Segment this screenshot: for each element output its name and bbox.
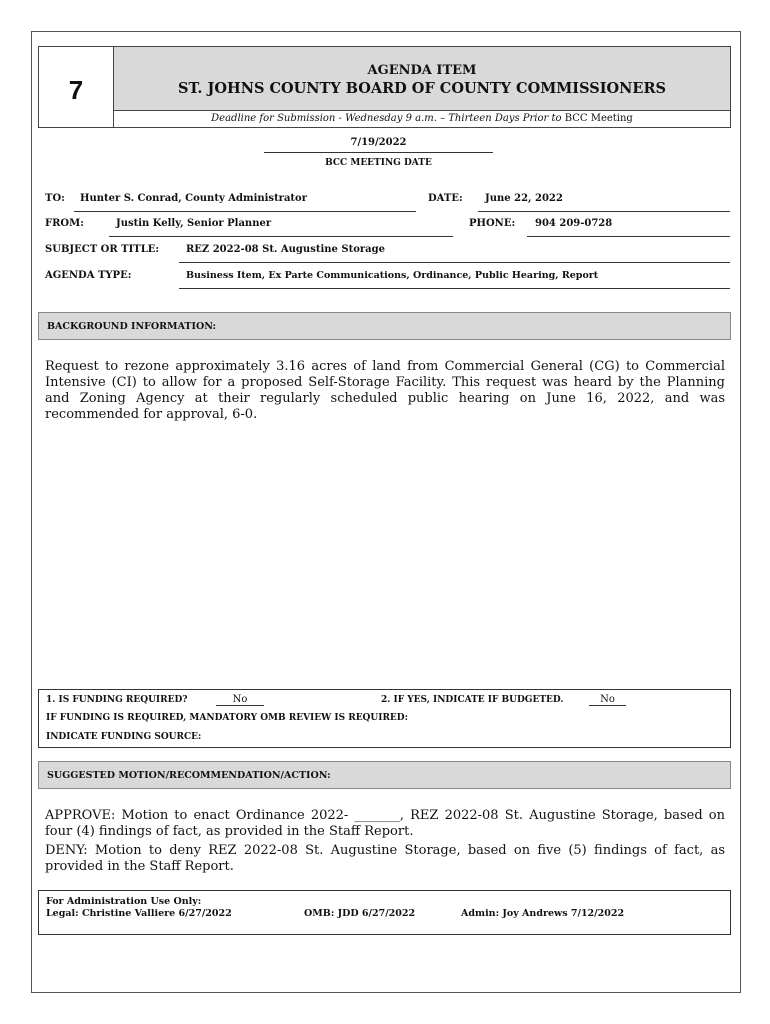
- subject-label: SUBJECT OR TITLE:: [45, 244, 160, 255]
- omb-review: OMB: JDD 6/27/2022: [304, 908, 416, 919]
- from-underline: [109, 236, 453, 237]
- from-value: Justin Kelly, Senior Planner: [116, 218, 272, 229]
- funding-required-question: 1. IS FUNDING REQUIRED?: [46, 695, 188, 705]
- budgeted-answer: No: [589, 694, 626, 706]
- date-label: DATE:: [428, 193, 463, 204]
- meeting-date-label: BCC MEETING DATE: [325, 158, 432, 168]
- subject-value: REZ 2022-08 St. Augustine Storage: [186, 244, 385, 255]
- background-heading: BACKGROUND INFORMATION:: [38, 312, 731, 340]
- from-label: FROM:: [45, 218, 84, 229]
- budgeted-question: 2. IF YES, INDICATE IF BUDGETED.: [381, 695, 564, 705]
- approve-motion: APPROVE: Motion to enact Ordinance 2022- _______, REZ 2022-08 St. Augustine Storage, based on four (4) findings of fact, as provided in the Staff Report.: [45, 808, 725, 839]
- admin-use-box: [38, 890, 731, 935]
- funding-required-answer: No: [216, 694, 264, 706]
- subject-underline: [179, 262, 730, 263]
- deadline-text: Deadline for Submission - Wednesday 9 a.m. – Thirteen Days Prior to: [211, 113, 562, 124]
- phone-value: 904 209-0728: [535, 218, 613, 229]
- funding-box: [38, 689, 731, 748]
- date-value: June 22, 2022: [485, 193, 563, 204]
- phone-underline: [527, 236, 730, 237]
- date-underline: [478, 211, 730, 212]
- admin-review: Admin: Joy Andrews 7/12/2022: [461, 908, 625, 919]
- motion-heading: SUGGESTED MOTION/RECOMMENDATION/ACTION:: [38, 761, 731, 789]
- agenda-header: [38, 46, 731, 128]
- submission-deadline: [114, 110, 730, 128]
- omb-review-note: IF FUNDING IS REQUIRED, MANDATORY OMB REVIEW IS REQUIRED:: [46, 713, 408, 723]
- agenda-type-label: AGENDA TYPE:: [45, 270, 132, 281]
- to-underline: [74, 211, 416, 212]
- agenda-type-underline: [179, 288, 730, 289]
- admin-heading: For Administration Use Only:: [46, 896, 202, 907]
- to-value: Hunter S. Conrad, County Administrator: [80, 193, 307, 204]
- title-agenda-item: AGENDA ITEM: [367, 63, 477, 78]
- legal-review: Legal: Christine Valliere 6/27/2022: [46, 908, 232, 919]
- meeting-date: 7/19/2022: [264, 137, 493, 153]
- background-text: Request to rezone approximately 3.16 acres of land from Commercial General (CG) to Commercial Intensive (CI) to allow for a proposed Self-Storage Facility. This request was heard by the Planning and Zoning Agency at their regularly scheduled public hearing on June 16, 2022, and was recommended for approval, 6-0.: [45, 359, 725, 422]
- deny-motion: DENY: Motion to deny REZ 2022-08 St. Augustine Storage, based on five (5) findings of fact, as provided in the Staff Report.: [45, 843, 725, 874]
- to-label: TO:: [45, 193, 65, 204]
- agenda-type-value: Business Item, Ex Parte Communications, Ordinance, Public Hearing, Report: [186, 270, 599, 281]
- title-box: [114, 47, 730, 111]
- title-board: ST. JOHNS COUNTY BOARD OF COUNTY COMMISSIONERS: [178, 80, 666, 97]
- deadline-bcc: BCC Meeting: [564, 113, 633, 124]
- funding-source-label: INDICATE FUNDING SOURCE:: [46, 732, 202, 742]
- phone-label: PHONE:: [469, 218, 516, 229]
- agenda-item-number: 7: [39, 47, 114, 128]
